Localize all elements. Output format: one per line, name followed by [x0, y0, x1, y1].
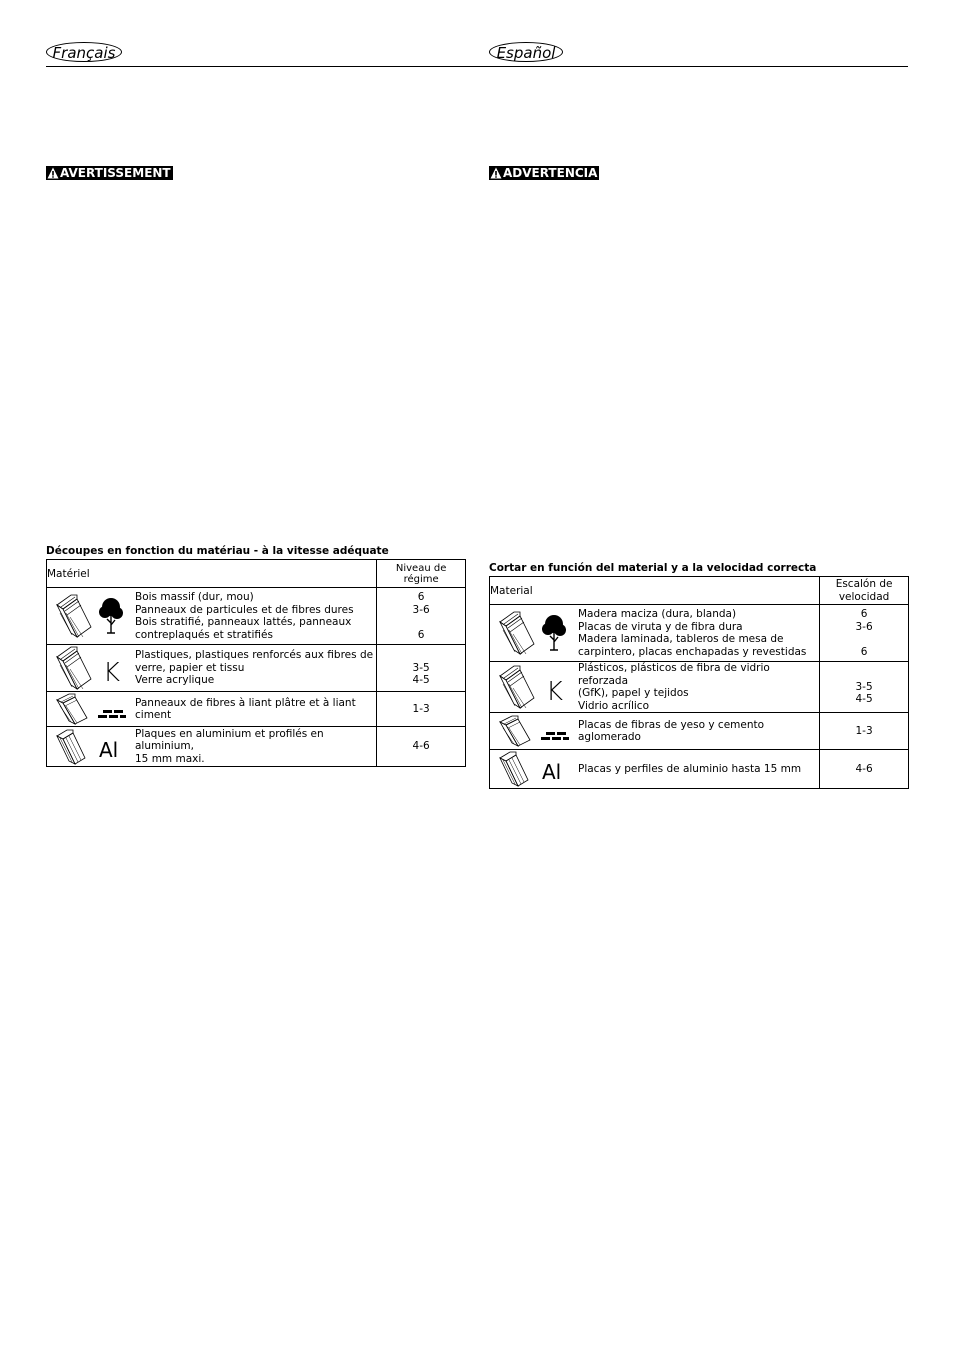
row-level-value: 1-3: [855, 724, 873, 737]
table-row: [490, 662, 909, 713]
row-text-line: 15 mm maxi.: [135, 752, 205, 765]
plastic-panels-k-icon: [490, 664, 578, 710]
row-text-line: (GfK), papel y tejidos: [578, 687, 689, 699]
language-label-french: Français: [46, 42, 122, 62]
material-table-french: [46, 559, 466, 767]
row-level-value: 6: [860, 645, 868, 658]
table-title-french: Découpes en fonction du matériau - à la vitesse adéquate: [46, 545, 389, 557]
k-letter: K: [546, 677, 564, 707]
warning-text-spanish: ADVERTENCIA: [503, 166, 598, 180]
al-letters: Al: [99, 737, 119, 762]
row-text-line: verre, papier et tissu: [135, 661, 245, 674]
row-text-line: Madera laminada, tableros de mesa de: [578, 633, 784, 645]
column-header-level-line2: velocidad: [838, 590, 890, 603]
wood-panels-tree-icon: [490, 610, 578, 656]
table-row: [47, 727, 466, 767]
column-header-level: [820, 577, 909, 605]
row-level-value: 6: [417, 591, 425, 603]
row-level-value: 6: [417, 628, 425, 641]
table-row: [47, 588, 466, 645]
row-text-line: Madera maciza (dura, blanda): [578, 608, 737, 620]
row-level-value: 4-5: [412, 674, 430, 687]
k-letter: K: [103, 658, 121, 688]
table-row: [47, 692, 466, 727]
language-label-spanish: Español: [489, 42, 563, 62]
table-header-row: [47, 560, 466, 588]
row-level-value: 4-6: [412, 740, 430, 753]
row-text-line: Placas y perfiles de aluminio hasta 15 mm: [578, 762, 802, 775]
al-letters: Al: [542, 760, 562, 784]
table-row: [490, 605, 909, 662]
warning-triangle-icon: [47, 167, 59, 179]
row-level-value: 1-3: [412, 702, 430, 715]
row-text-line: Panneaux de particules et de fibres dures: [135, 603, 354, 616]
table-row: [47, 645, 466, 692]
row-text-line: Bois stratifié, panneaux lattés, panneaux: [135, 616, 352, 628]
row-text-line: Panneaux de fibres à liant plâtre et à liant ciment: [135, 696, 356, 721]
table-row: [490, 750, 909, 789]
wood-panels-tree-icon: [47, 593, 135, 639]
row-level-value: [820, 633, 908, 646]
aluminium-profile-al-icon: [490, 750, 578, 788]
row-level-value: [377, 616, 465, 629]
row-text-line: Vidrio acrílico: [578, 699, 650, 712]
row-text-line: Plásticos, plásticos de fibra de vidrio reforzada: [578, 662, 770, 687]
fiber-board-brick-icon: [47, 692, 135, 726]
row-text-line: Placas de viruta y de fibra dura: [578, 620, 743, 633]
warning-badge-spanish: [489, 166, 599, 180]
column-header-material: Material: [490, 577, 820, 605]
row-text-line: Placas de fibras de yeso y cemento aglomerado: [578, 718, 765, 743]
table-header-row: [490, 577, 909, 605]
material-table-spanish: [489, 576, 909, 789]
warning-text-french: AVERTISSEMENT: [60, 166, 171, 180]
aluminium-profile-al-icon: [47, 728, 135, 766]
row-level-value: [820, 668, 908, 681]
row-text-line: contreplaqués et stratifiés: [135, 628, 273, 641]
column-header-level-line1: Escalón de: [835, 578, 893, 590]
row-level-value: [377, 649, 465, 662]
row-text-line: Plastiques, plastiques renforcés aux fibres de: [135, 649, 374, 662]
row-level-value: 3-6: [412, 603, 430, 616]
column-header-material: Matériel: [47, 560, 377, 588]
table-title-spanish: Cortar en función del material y a la velocidad correcta: [489, 562, 817, 574]
row-level-value: 4-5: [855, 693, 873, 706]
row-level-value: 3-5: [412, 661, 430, 674]
fiber-board-brick-icon: [490, 714, 578, 748]
row-text-line: Plaques en aluminium et profilés en aluminium,: [135, 727, 324, 753]
warning-badge-french: [46, 166, 173, 180]
plastic-panels-k-icon: [47, 645, 135, 691]
column-header-level: Niveau de régime: [377, 560, 466, 588]
row-level-value: 3-5: [855, 680, 873, 693]
table-row: [490, 713, 909, 750]
row-text-line: carpintero, placas enchapadas y revestidas: [578, 645, 807, 658]
row-text-line: Verre acrylique: [135, 674, 215, 687]
header-rule: [46, 66, 908, 67]
warning-triangle-icon: [490, 167, 502, 179]
row-level-value: 3-6: [855, 620, 873, 633]
row-level-value: 4-6: [855, 762, 873, 775]
row-text-line: Bois massif (dur, mou): [135, 591, 254, 603]
row-level-value: 6: [860, 608, 868, 620]
